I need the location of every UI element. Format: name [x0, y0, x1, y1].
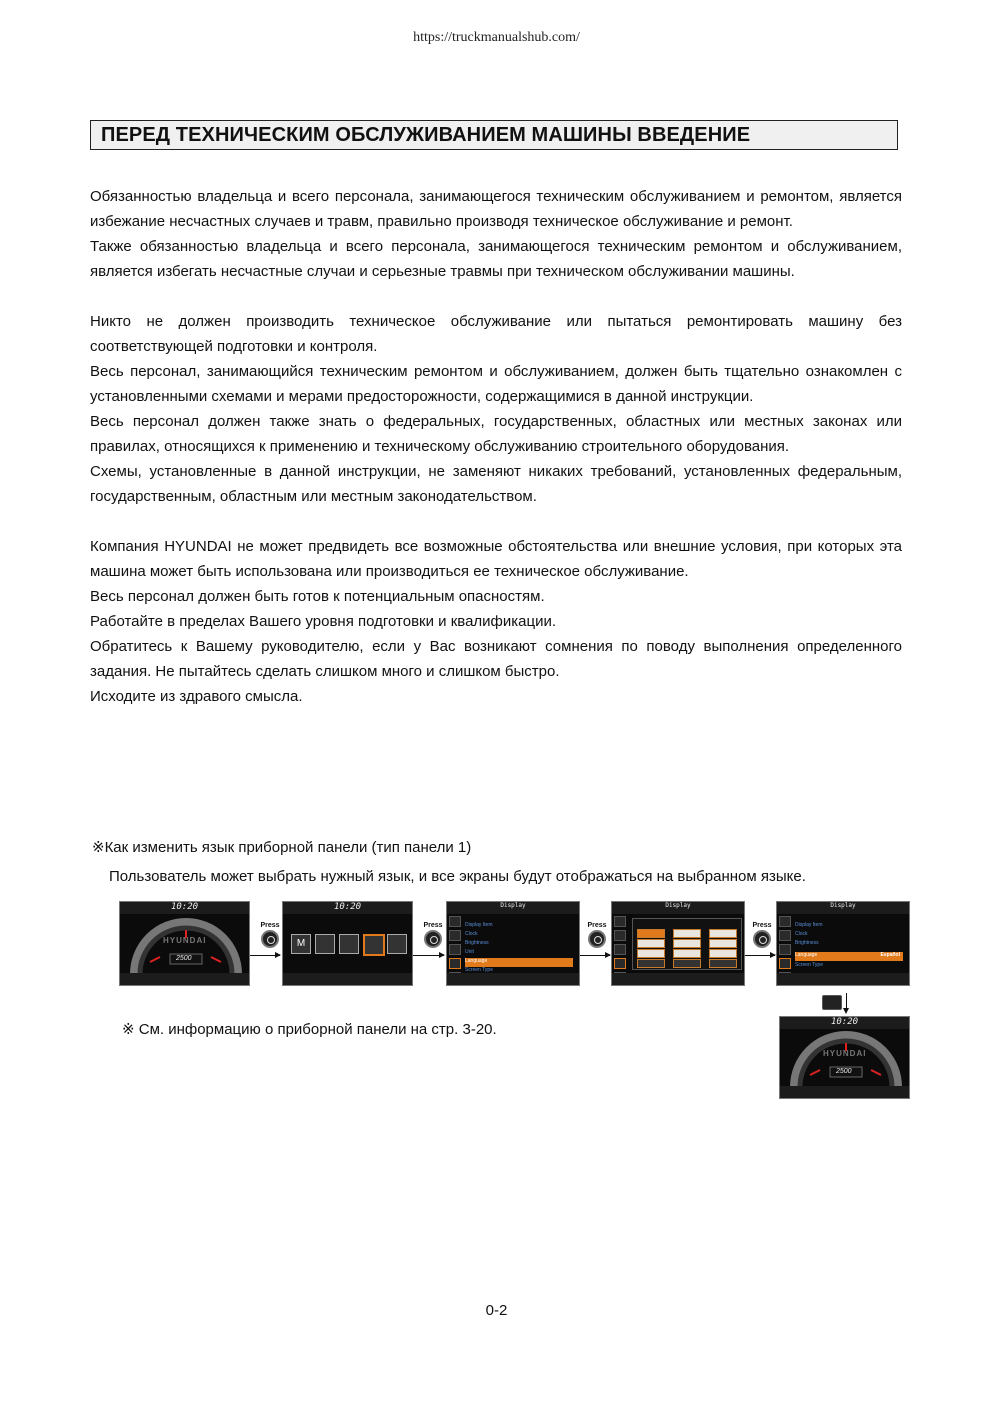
arrow-icon [250, 955, 280, 956]
paragraph: Схемы, установленные в данной инструкции, не заменяют никаких требований, установленных федеральным, государственным, областным или местным законодательством. [90, 463, 902, 505]
jog-button-icon [261, 930, 279, 948]
paragraph: Никто не должен производить техническое обслуживание или пытаться ремонтировать машину без соответствующей подготовки и контроля. [90, 313, 902, 355]
display-icon [363, 934, 385, 956]
paragraph: Обязанностью владельца и всего персонала, занимающегося техническим обслуживанием и ремонтом, является избежание несчастных случаев и травм, правильно производя техническое обслуживание и ремонт. [90, 188, 902, 230]
language-grid-screen: Display [611, 901, 745, 986]
paragraph: Исходите из здравого смысла. [90, 688, 303, 705]
brand-logo: HYUNDAI [163, 936, 207, 945]
menu-title: Display [500, 902, 526, 909]
selected-language-row: Language Español [795, 952, 903, 961]
gauge-screen-1 [119, 901, 250, 986]
paragraph: Также обязанностью владельца и всего персонала, занимающегося техническим ремонтом и обслуживанием, является избегать несчастные случаи и серьезные травмы при техническом обслуживании машины. [90, 238, 902, 280]
paragraph: Весь персонал должен быть готов к потенциальным опасностям. [90, 588, 545, 605]
result-menu-screen: Display Display Item Clock Brightness Language Español Screen Type [776, 901, 910, 986]
clock-readout: 10:20 [170, 902, 199, 912]
paragraph: Обратитесь к Вашему руководителю, если у Вас возникают сомнения по поводу выполнения определенного задания. Не пытайтесь сделать слишком много и слишком быстро. [90, 638, 902, 680]
paragraph: Компания HYUNDAI не может предвидеть все возможные обстоятельства или внешние условия, при которых эта машина может быть использована или производиться ее техническое обслуживание. [90, 538, 902, 580]
jog-button-icon [424, 930, 442, 948]
jog-button-icon [753, 930, 771, 948]
arrow-icon [413, 955, 444, 956]
body-text [90, 184, 902, 709]
menu-screen: 10:20 M [282, 901, 413, 986]
press-step-2: Press [416, 922, 450, 948]
language-heading: ※Как изменить язык приборной панели (тип панели 1) [92, 839, 472, 856]
reference-note: ※ См. информацию о приборной панели на стр. 3-20. [122, 1021, 497, 1038]
page-title: ПЕРЕД ТЕХНИЧЕСКИМ ОБСЛУЖИВАНИЕМ МАШИНЫ ВВЕДЕНИЕ [101, 124, 751, 146]
press-step-4: Press [745, 922, 779, 948]
arrow-icon [580, 955, 610, 956]
menu-item: Unit [465, 949, 474, 955]
paragraph: Весь персонал, занимающийся техническим ремонтом и обслуживанием, должен быть тщательно ознакомлен с установленными схемами и мерами предосторожности, содержащимися в данной инструкции. [90, 363, 902, 405]
language-description: Пользователь может выбрать нужный язык, и все экраны будут отображаться на выбранном языке. [109, 868, 806, 885]
menu-item: Clock [465, 931, 478, 937]
utilities-icon [387, 934, 407, 954]
page-number: 0-2 [485, 1302, 508, 1319]
management-icon [339, 934, 359, 954]
back-button-icon [822, 995, 842, 1010]
source-url[interactable]: https://truckmanualshub.com/ [413, 30, 580, 45]
press-step-1: Press [253, 922, 287, 948]
menu-item: Brightness [465, 940, 489, 946]
menu-icon-m: M [291, 934, 311, 954]
gauge-screen-2: 10:20 HYUNDAI 2500 [779, 1016, 910, 1099]
language-grid [632, 918, 742, 970]
paragraph: Работайте в пределах Вашего уровня подготовки и квалификации. [90, 613, 557, 630]
menu-item: Screen Type [465, 967, 493, 973]
selected-language-value: Español [880, 952, 900, 958]
rpm-readout: 2500 [176, 955, 192, 962]
menu-item-selected: Language [465, 958, 573, 967]
monitoring-icon [315, 934, 335, 954]
arrow-icon [745, 955, 775, 956]
display-menu-screen [446, 901, 580, 986]
jog-button-icon [588, 930, 606, 948]
menu-item: Display Item [465, 922, 493, 928]
section-title-box [90, 120, 898, 150]
press-step-3: Press [580, 922, 614, 948]
paragraph: Весь персонал должен также знать о федеральных, государственных, областных или местных законах или правилах, относящихся к применению и техническому обслуживанию строительного оборудования. [90, 413, 902, 455]
